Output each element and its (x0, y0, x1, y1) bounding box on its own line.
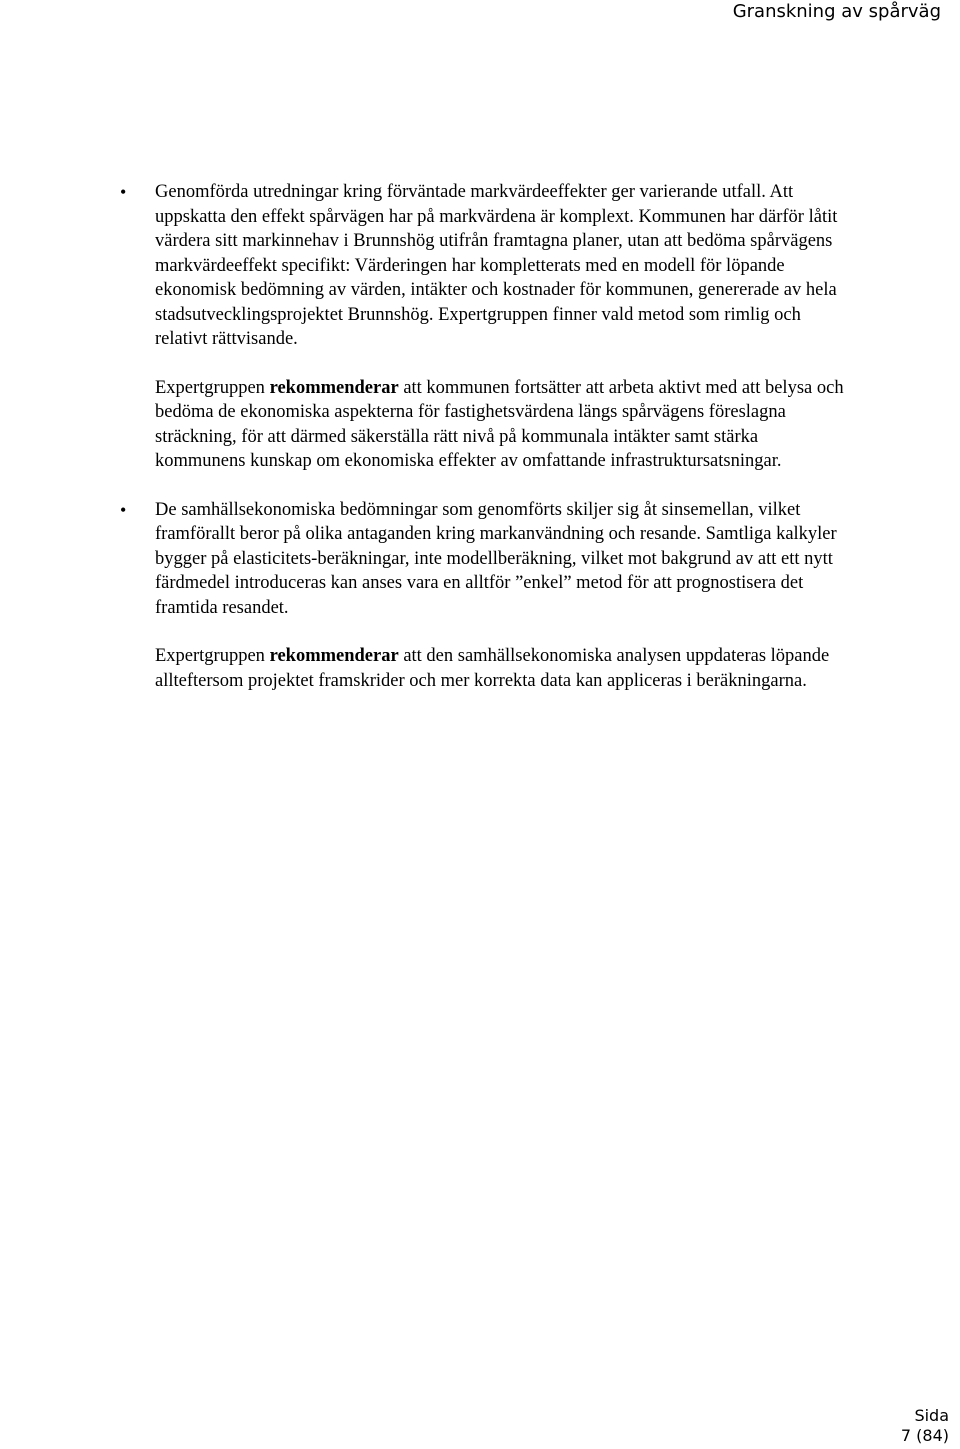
recommendation-keyword: rekommenderar (269, 377, 399, 398)
page-footer (901, 1406, 949, 1446)
page-label: Sida (914, 1406, 949, 1425)
bullet-2-text: De samhällsekonomiska bedömningar som genomförts skiljer sig åt sinsemellan, vilket framförallt beror på olika antaganden kring markanvändning och resande. Samtliga kalkyler bygger på elasticitets-beräkningar, inte modellberäkning, vilket mot bakgrund av att ett nytt färdmedel introduceras kan anses vara en alltför ”enkel” metod för att prognostisera det framtida resandet. (155, 499, 837, 618)
bullet-marker: • (120, 499, 127, 520)
recommendation-prefix: Expertgruppen (155, 377, 270, 398)
bullet-1-text: Genomförda utredningar kring förväntade markvärdeeffekter ger varierande utfall. Att uppskatta den effekt spårvägen har på markvärdena är komplext. Kommunen har därför låtit värdera sitt markinnehav i Brunnshög utifrån framtagna planer, utan att bedöma spårvägens markvärdeeffekt specifikt: Värderingen har kompletterats med en modell för löpande ekonomisk bedömning av värden, intäkter och kostnader för kommunen, genererade av hela stadsutvecklingsprojektet Brunnshög. Expertgruppen finner vald metod som rimlig och relativt rättvisande. (155, 182, 838, 349)
document-body (0, 180, 960, 693)
bullet-item-1 (0, 180, 845, 474)
bullet-item-2 (0, 498, 845, 694)
bullet-2-recommendation (155, 644, 845, 693)
recommendation-keyword: rekommenderar (269, 646, 399, 666)
bullet-1-recommendation (155, 376, 845, 474)
recommendation-suffix: att den samhällsekonomiska analysen uppdateras löpande allteftersom projektet framskrider och mer korrekta data kan appliceras i beräkningarna. (155, 646, 830, 691)
header-title: Granskning av spårväg (732, 1, 941, 22)
recommendation-suffix: att kommunen fortsätter att arbeta aktivt med att belysa och bedöma de ekonomiska aspekterna för fastighetsvärdena längs spårvägens föreslagna sträckning, för att därmed säkerställa rätt nivå på kommunala intäkter samt stärka kommunens kunskap om ekonomiska effekter av omfattande infrastruktursatsningar. (155, 377, 844, 471)
page-number: 7 (84) (900, 1426, 949, 1445)
bullet-marker: • (120, 182, 127, 202)
recommendation-prefix: Expertgruppen (155, 646, 270, 666)
